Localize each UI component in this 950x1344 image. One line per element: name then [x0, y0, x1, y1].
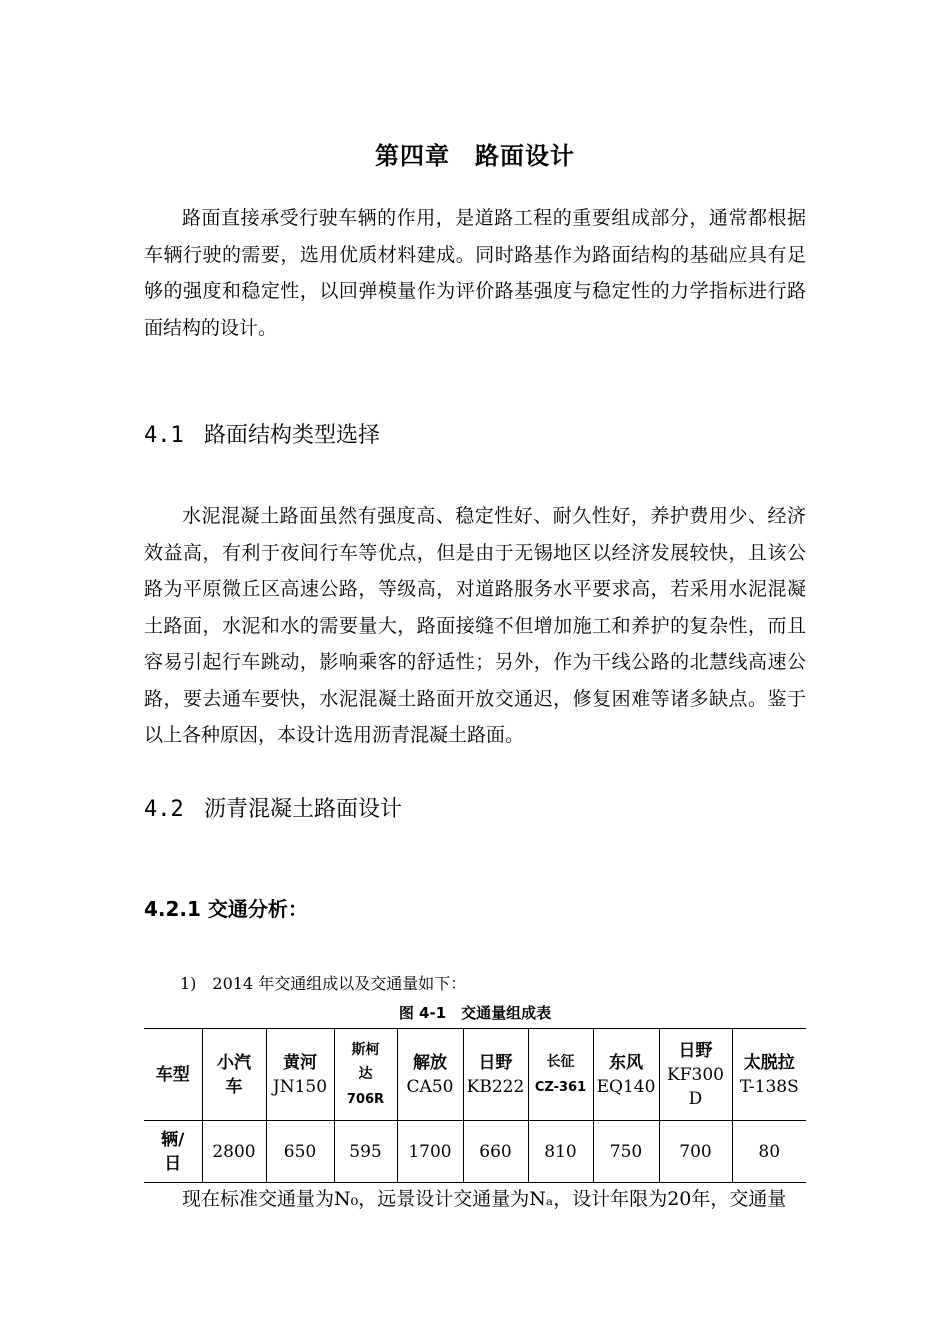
count-cell: 700	[659, 1121, 732, 1183]
vehicle-cell	[659, 1029, 732, 1121]
vehicle-model: EQ140	[596, 1076, 656, 1097]
vehicle-model: JN150	[272, 1076, 328, 1097]
section-number: 4.2	[144, 797, 184, 822]
vehicle-name: 解放	[413, 1052, 447, 1073]
vehicle-cell	[397, 1029, 463, 1121]
section-number: 4.1	[144, 423, 184, 448]
table-row	[144, 1029, 806, 1121]
vehicle-model: T-138S	[739, 1076, 799, 1097]
section-4-2-1-heading: 4.2.1 交通分析：	[144, 897, 308, 921]
section-title: 路面结构类型选择	[204, 423, 381, 448]
count-cell: 1700	[397, 1121, 463, 1183]
header-cell	[144, 1121, 202, 1183]
vehicle-name: 黄河	[283, 1052, 317, 1073]
list-item: 1) 2014 年交通组成以及交通量如下：	[180, 974, 467, 993]
count-cell: 660	[463, 1121, 528, 1183]
vehicle-model: 706R	[346, 1091, 385, 1107]
row-label: 辆/日	[161, 1129, 185, 1174]
vehicle-model: CA50	[406, 1076, 454, 1097]
vehicle-cell	[593, 1029, 659, 1121]
count-cell: 2800	[202, 1121, 266, 1183]
vehicle-name: 小汽车	[217, 1052, 251, 1097]
vehicle-model: KB222	[466, 1076, 525, 1097]
vehicle-cell	[463, 1029, 528, 1121]
vehicle-name: 日野	[478, 1052, 513, 1073]
section-4-1-heading	[144, 418, 380, 449]
vehicle-model: CZ-361	[534, 1080, 587, 1095]
section-4-1-paragraph: 水泥混凝土路面虽然有强度高、稳定性好、耐久性好，养护费用少、经济效益高，有利于夜间行车等优点，但是由于无锡地区以经济发展较快，且该公路为平原微丘区高速公路，等级高，对道路服务水平要求高，若采用水泥混凝土路面，水泥和水的需要量大，路面接缝不但增加施工和养护的复杂性，而且容易引起行车跳动，影响乘客的舒适性；另外，作为干线公路的北慧线高速公路，要去通车要快，水泥混凝土路面开放交通迟，修复困难等诸多缺点。鉴于以上各种原因，本设计选用沥青混凝土路面。	[144, 505, 806, 746]
continuation-text: 现在标准交通量为N₀，远景设计交通量为Nₐ，设计年限为20年，交通量	[182, 1188, 787, 1210]
vehicle-name: 长征	[546, 1054, 575, 1070]
vehicle-model: KF300D	[667, 1064, 724, 1109]
vehicle-cell	[732, 1029, 806, 1121]
vehicle-name: 日野	[678, 1040, 713, 1061]
count-cell: 650	[266, 1121, 334, 1183]
vehicle-cell	[334, 1029, 397, 1121]
vehicle-name: 东风	[609, 1052, 643, 1073]
vehicle-cell	[202, 1029, 266, 1121]
vehicle-name: 斯柯达	[351, 1041, 380, 1082]
intro-paragraph: 路面直接承受行驶车辆的作用，是道路工程的重要组成部分，通常都根据车辆行驶的需要，选用优质材料建成。同时路基作为路面结构的基础应具有足够的强度和稳定性，以回弹模量作为评价路基强度与稳定性的力学指标进行路面结构的设计。	[144, 207, 806, 339]
traffic-table	[144, 1028, 806, 1183]
vehicle-cell	[528, 1029, 593, 1121]
table-row	[144, 1121, 806, 1183]
count-cell: 810	[528, 1121, 593, 1183]
vehicle-cell	[266, 1029, 334, 1121]
count-cell: 595	[334, 1121, 397, 1183]
chapter-title: 第四章 路面设计	[375, 142, 575, 170]
section-4-2-heading	[144, 792, 402, 823]
section-title: 沥青混凝土路面设计	[204, 797, 403, 822]
count-cell: 750	[593, 1121, 659, 1183]
table-caption: 图 4-1 交通量组成表	[398, 1004, 552, 1022]
header-cell: 车型	[155, 1064, 190, 1085]
vehicle-name: 太脱拉	[743, 1052, 795, 1073]
count-cell: 80	[732, 1121, 806, 1183]
